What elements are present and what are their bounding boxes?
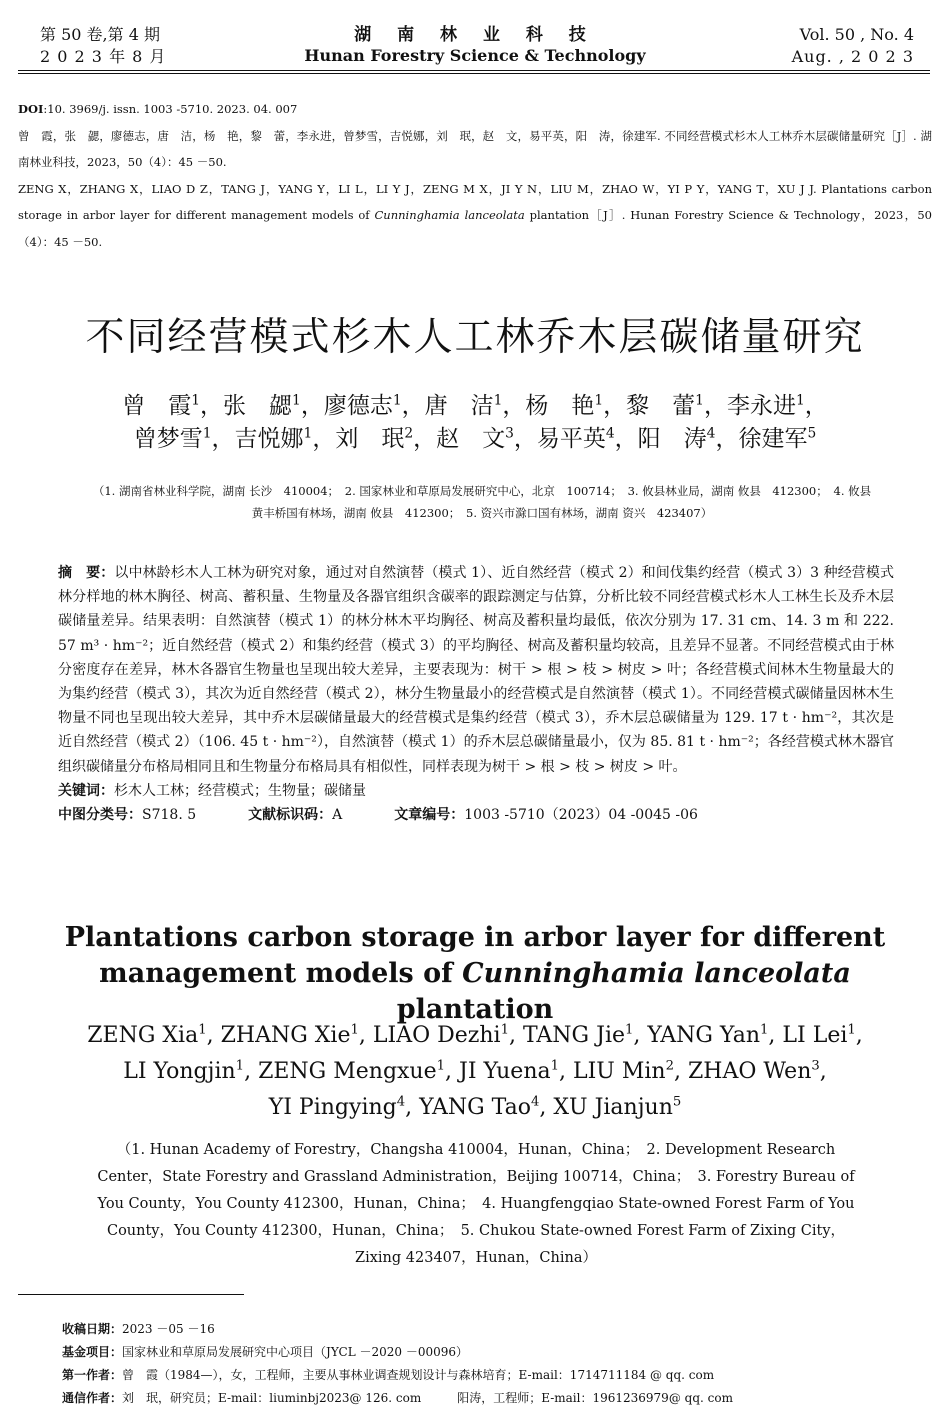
abstract-text: 以中林龄杉木人工林为研究对象，通过对自然演替（模式 1）、近自然经营（模式 2）和间伐集约经营（模式 3）3 种经营模式林分样地的林木胸径、树高、蓄积量、生物量及各器官组织含碳率的跟踪测定与估算，分析比较不同经营模式杉木人工林生长及乔木层碳储量差异。结果表明：自然演替（模式 1）的林分林木平均胸径、树高及蓄积量均最低，依次分别为 17. 31 cm、14. 3 m 和 222. 57 m³ · hm⁻²；近自然经营（模式 2）和集约经营（模式 3）的平均胸径、树高及蓄积量均较高，且差异不显著。不同经营模式由于林分密度存在差异，林木各器官生物量也呈现出较大差异，主要表现为：树干 > 根 > 枝 > 树皮 > 叶；各经营模式间林木生物量最大的为集约经营（模式 3），其次为近自然经营（模式 2），林分生物量最小的经营模式是自然演替（模式 1）。不同经营模式碳储量因林木生物量不同也呈现出较大差异，其中乔木层碳储量最大的经营模式是集约经营（模式 3），乔木层总碳储量为 129. 17 t · hm⁻²，其次是近自然经营（模式 2）（106. 45 t · hm⁻²），自然演替（模式 1）的乔木层总碳储量最小，仅为 85. 81 t · hm⁻²；各经营模式林木器官组织碳储量分布格局相同且和生物量分布格局具有相似性，同样表现为树干 > 根 > 枝 > 树皮 > 叶。 [58, 565, 894, 775]
author: 曾梦雪$^1$ [133, 425, 212, 452]
affiliations-cn: （1. 湖南省林业科学院，湖南 长沙 410004； 2. 国家林业和草原局发展研究中心，北京 100714； 3. 攸县林业局，湖南 攸县 412300； 4. 攸县黄丰桥国有林场，湖南 攸县 412300； 5. 资兴市滁口国有林场，湖南 资兴 423407） [92, 484, 872, 520]
author: YANG Yan$^1$ [647, 1022, 769, 1048]
authors-en-line3: YI Pingying$^4$, YANG Tao$^4$, XU Jianjun$^5$ [268, 1094, 682, 1120]
volume-issue-cn: 第 50 卷,第 4 期 [40, 25, 160, 44]
date-en: Aug. , 2 0 2 3 [791, 47, 914, 66]
authors-en-line2: LI Yongjin$^1$, ZENG Mengxue$^1$, JI Yuena$^1$, LIU Min$^2$, ZHAO Wen$^3$, [123, 1058, 827, 1084]
keywords: 关键词：杉木人工林；经营模式；生物量；碳储量 [58, 782, 366, 799]
author: LIAO Dezhi$^1$ [372, 1022, 509, 1048]
author: 黎 蕾$^1$ [626, 392, 704, 419]
authors-cn-line1: 曾 霞$^1$，张 勰$^1$，廖德志$^1$，唐 洁$^1$，杨 艳$^1$，黎 蕾$^1$，李永进$^1$， [122, 392, 828, 419]
author: XU Jianjun$^5$ [553, 1094, 682, 1120]
citation-en: ZENG X，ZHANG X，LIAO D Z，TANG J，YANG Y，LI L，LI Y J，ZENG M X，JI Y N，LIU M，ZHAO W，YI P Y，YANG T，XU J J. Plantations carbon storage in arbor layer for different management models of Cunninghamia lanceolata plantation［J］. Hunan Forestry Science & Technology，2023，50（4）：45 －50. [18, 181, 933, 249]
footnotes [62, 1318, 922, 1410]
author: 赵 文$^3$ [436, 425, 514, 452]
author: 曾 霞$^1$ [122, 392, 201, 419]
author: 张 勰$^1$ [223, 392, 301, 419]
affiliations-en: （1. Hunan Academy of Forestry，Changsha 410004，Hunan，China； 2. Development Research Center，State Forestry and Grassland Administration，Beijing 100714，China； 3. Forestry Bureau of You County，You County 412300，Hunan，China； 4. Huangfengqiao State-owned Forest Farm of You County，You County 412300，Hunan，China； 5. Chukou State-owned Forest Farm of Zixing City，Zixing 423407，Hunan，China） [97, 1142, 855, 1266]
author: ZHANG Xie$^1$ [220, 1022, 359, 1048]
author: ZENG Xia$^1$ [87, 1022, 207, 1048]
footnote-item: 基金项目：国家林业和草原局发展研究中心项目（JYCL －2020 －00096） [62, 1345, 469, 1359]
authors-cn-line2: 曾梦雪$^1$，吉悦娜$^1$，刘 珉$^2$，赵 文$^3$，易平英$^4$，阳 涛$^4$，徐建军$^5$ [133, 425, 817, 452]
date-cn: 2 0 2 3 年 8 月 [40, 47, 167, 66]
citation-block [18, 96, 932, 255]
journal-name-cn: 湖 南 林 业 科 技 [354, 25, 596, 45]
author: JI Yuena$^1$ [459, 1058, 559, 1084]
author: YI Pingying$^4$ [268, 1094, 406, 1120]
author: 阳 涛$^4$ [637, 425, 716, 452]
abstract-block [58, 561, 894, 827]
author: 刘 珉$^2$ [335, 425, 414, 452]
abstract: 摘 要：以中林龄杉木人工林为研究对象，通过对自然演替（模式 1）、近自然经营（模式 2）和间伐集约经营（模式 3）3 种经营模式林分样地的林木胸径、树高、蓄积量、生物量及各器官组织含碳率的跟踪测定与估算，分析比较不同经营模式杉木人工林生长及乔木层碳储量差异。结果表明：自然演替（模式 1）的林分林木平均胸径、树高及蓄积量均最低，依次分别为 17. 31 cm、14. 3 m 和 222. 57 m³ · hm⁻²；近自然经营（模式 2）和集约经营（模式 3）的平均胸径、树高及蓄积量均较高，且差异不显著。不同经营模式由于林分密度存在差异，林木各器官生物量也呈现出较大差异，主要表现为：树干 > 根 > 枝 > 树皮 > 叶；各经营模式间林木生物量最大的为集约经营（模式 3），其次为近自然经营（模式 2），林分生物量最小的经营模式是自然演替（模式 1）。不同经营模式碳储量因林木生物量不同也呈现出较大差异，其中乔木层碳储量最大的经营模式是集约经营（模式 3），乔木层总碳储量为 129. 17 t · hm⁻²，其次是近自然经营（模式 2）（106. 45 t · hm⁻²），自然演替（模式 1）的乔木层总碳储量最小，仅为 85. 81 t · hm⁻²；各经营模式林木器官组织碳储量分布格局相同且和生物量分布格局具有相似性，同样表现为树干 > 根 > 枝 > 树皮 > 叶。 [58, 565, 894, 775]
header-rule-thin [18, 73, 930, 74]
classification-line: 中图分类号：S718. 5 文献标识码：A 文章编号：1003 -5710（2023）04 -0045 -06 [58, 807, 698, 824]
author: 李永进$^1$ [726, 392, 805, 419]
journal-name-en: Hunan Forestry Science & Technology [304, 46, 646, 65]
author: LIU Min$^2$ [573, 1058, 674, 1084]
authors-en-line1: ZENG Xia$^1$, ZHANG Xie$^1$, LIAO Dezhi$^1$, TANG Jie$^1$, YANG Yan$^1$, LI Lei$^1$, [87, 1022, 863, 1048]
title-en: Plantations carbon storage in arbor layer for different management models of Cunninghamia lanceolata plantation [64, 922, 886, 1025]
volume-issue-en: Vol. 50 , No. 4 [799, 25, 914, 44]
authors-en [30, 1018, 920, 1126]
author: ZHAO Wen$^3$ [687, 1058, 820, 1084]
header-rule-thick [18, 70, 930, 71]
title-cn: 不同经营模式杉木人工林乔木层碳储量研究 [85, 315, 865, 360]
author: 易平英$^4$ [536, 425, 615, 452]
authors-cn [0, 390, 950, 456]
author: 廖德志$^1$ [323, 392, 402, 419]
author: TANG Jie$^1$ [522, 1022, 634, 1048]
footnote-item: 通信作者：刘 珉，研究员；E-mail：liuminbj2023@ 126. com 阳涛，工程师；E-mail：1961236979@ qq. com [62, 1391, 733, 1405]
header-right [792, 24, 914, 68]
author: YANG Tao$^4$ [419, 1094, 540, 1120]
footnote-item: 第一作者：曾 霞（1984—），女，工程师，主要从事林业调查规划设计与森林培育；E-mail：1714711184 @ qq. com [62, 1368, 715, 1382]
author: LI Lei$^1$ [782, 1022, 856, 1048]
author: 杨 艳$^1$ [525, 392, 604, 419]
footnote-rule [18, 1294, 244, 1295]
citation-cn: 曾 霞，张 勰，廖德志，唐 洁，杨 艳，黎 蕾，李永进，曾梦雪，吉悦娜，刘 珉，赵 文，易平英，阳 涛，徐建军. 不同经营模式杉木人工林乔木层碳储量研究［J］. 湖南林业科技，2023，50（4）：45 －50. [18, 128, 932, 169]
footnote-item: 收稿日期：2023 －05 －16 [62, 1322, 215, 1336]
author: 唐 洁$^1$ [424, 392, 503, 419]
author: ZENG Mengxue$^1$ [258, 1058, 446, 1084]
author: 徐建军$^5$ [738, 425, 817, 452]
doi-line: DOI:10. 3969/j. issn. 1003 -5710. 2023. 04. 007 [18, 102, 298, 116]
author: LI Yongjin$^1$ [123, 1058, 245, 1084]
author: 吉悦娜$^1$ [234, 425, 313, 452]
